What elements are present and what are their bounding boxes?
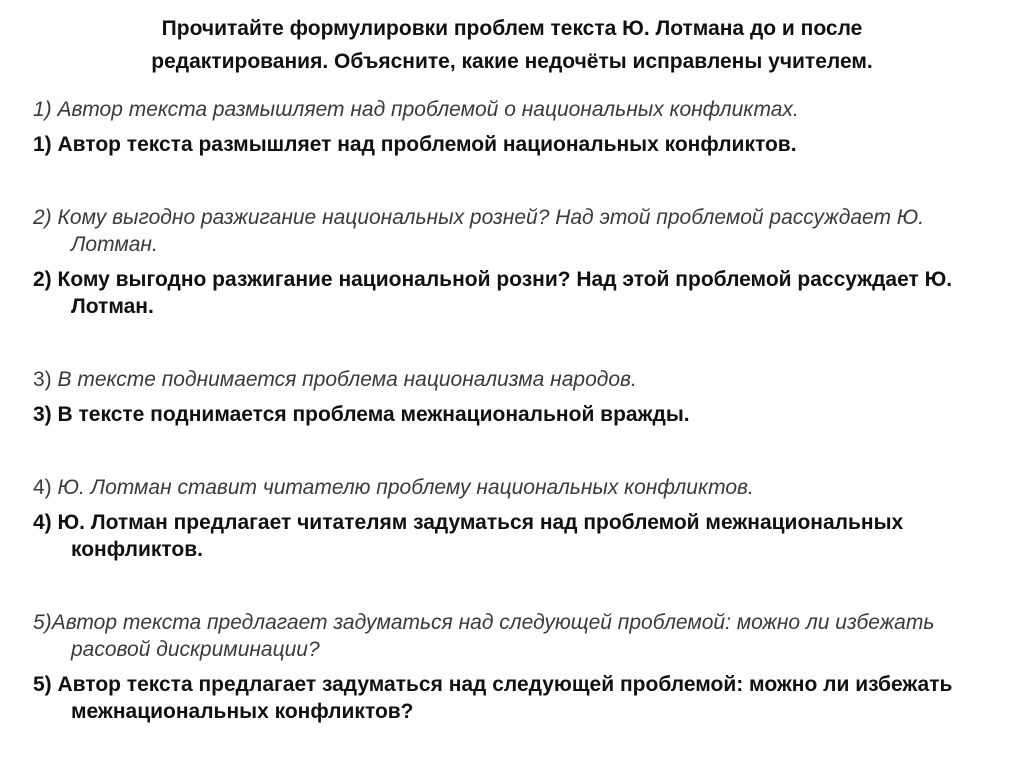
item-number: 3) xyxy=(33,368,52,391)
item-number: 4) xyxy=(33,476,52,499)
page-title xyxy=(60,12,964,78)
title-line-1: Прочитайте формулировки проблем текста Ю. Лотмана до и после xyxy=(161,17,863,40)
item-number: 5) xyxy=(33,611,52,634)
edited-formulation: 1) Автор текста размышляет над проблемой национальных конфликтов. xyxy=(33,133,797,156)
original-text: Ю. Лотман ставит читателю проблему национальных конфликтов. xyxy=(57,476,754,499)
problem-pair-1 xyxy=(33,96,993,158)
item-number: 2) xyxy=(33,206,52,229)
original-text: В тексте поднимается проблема национализма народов. xyxy=(57,368,637,391)
problem-list xyxy=(33,96,993,725)
original-text: Автор текста размышляет над проблемой о национальных конфликтах. xyxy=(57,98,799,121)
original-formulation xyxy=(33,609,993,663)
original-text: Автор текста предлагает задуматься над следующей проблемой: можно ли избежать расовой дискриминации? xyxy=(51,611,935,661)
problem-pair-4 xyxy=(33,474,993,563)
problem-pair-5 xyxy=(33,609,993,725)
edited-formulation: 2) Кому выгодно разжигание национальной розни? Над этой проблемой рассуждает Ю. Лотман. xyxy=(33,268,953,318)
original-formulation xyxy=(33,204,993,258)
edited-formulation: 4) Ю. Лотман предлагает читателям задуматься над проблемой межнациональных конфликтов. xyxy=(33,511,904,561)
edited-formulation: 3) В тексте поднимается проблема межнациональной вражды. xyxy=(33,403,690,426)
title-line-2: редактирования. Объясните, какие недочёты исправлены учителем. xyxy=(151,50,873,73)
edited-formulation: 5) Автор текста предлагает задуматься над следующей проблемой: можно ли избежать межнациональных конфликтов? xyxy=(33,673,953,723)
original-formulation xyxy=(33,96,993,123)
original-formulation xyxy=(33,366,993,393)
original-formulation xyxy=(33,474,993,501)
item-number: 1) xyxy=(33,98,52,121)
original-text: Кому выгодно разжигание национальных розней? Над этой проблемой рассуждает Ю. Лотман. xyxy=(57,206,925,256)
problem-pair-3 xyxy=(33,366,993,428)
problem-pair-2 xyxy=(33,204,993,320)
